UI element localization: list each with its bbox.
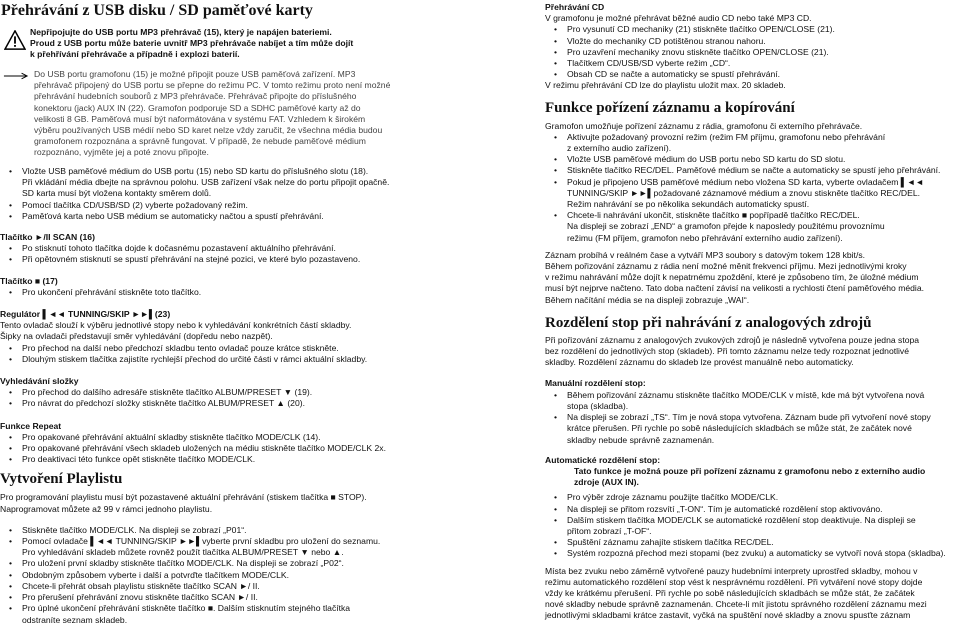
auto-split-heading: Automatické rozdělení stop:	[545, 454, 661, 465]
repeat-heading: Funkce Repeat	[0, 420, 62, 431]
usb-note	[34, 69, 474, 159]
bullet-list	[0, 525, 478, 626]
list-item: • Stiskněte tlačítko MODE/CLK. Na displeji se zobrazí „P01“.	[0, 525, 478, 536]
list-item: • Tlačítkem CD/USB/SD vyberte režim „CD“.	[545, 58, 960, 69]
bullet-list	[0, 432, 478, 466]
paragraph: Pro programování playlistu musí být pozastavené aktuální přehrávání (stiskem tlačítka ■ STOP).	[0, 492, 367, 503]
paragraph: skladby. Rozdělení záznamu do skladeb lze provést manuálně nebo automaticky.	[545, 357, 854, 368]
list-item: • Pro přechod do dalšího adresáře stiskněte tlačítko ALBUM/PRESET ▼ (19).	[0, 387, 478, 398]
warning-line: k přehřívání přehrávače a případně i explozi baterií.	[30, 49, 240, 60]
list-item: • Obdobným způsobem vyberte i další a potvrďte tlačítkem MODE/CLK.	[0, 570, 478, 581]
paragraph: Gramofon umožňuje pořízení záznamu z rádia, gramofonu či externího přehrávače.	[545, 120, 863, 131]
paragraph: Tento ovladač slouží k výběru jednotlivé stopy nebo k vyhledávání konkrétních částí skladby.	[0, 320, 352, 331]
list-item: • Pro návrat do předchozí složky stiskněte tlačítko ALBUM/PRESET ▲ (20).	[0, 398, 478, 409]
list-item: • Po stisknutí tohoto tlačítka dojde k dočasnému pozastavení aktuálního přehrávání.	[0, 243, 478, 254]
list-item: • Obsah CD se načte a automaticky se spustí přehrávání.	[545, 69, 960, 80]
usb-play-block	[0, 166, 478, 626]
warning-line: Proud z USB portu může baterie uvnitř MP3 přehrávače nabíjet a tím může dojít	[30, 38, 354, 49]
list-item: • Během pořizování záznamu stiskněte tlačítko MODE/CLK v místě, kde má být vytvořena nová stopa (skladba).	[545, 390, 960, 412]
list-item: • Pro deaktivaci této funkce opět stiskněte tlačítko MODE/CLK.	[0, 454, 478, 465]
list-item: • Spuštění záznamu zahajíte stiskem tlačítka REC/DEL.	[545, 537, 960, 548]
paragraph: vždy ke krátkému přerušení. Při rychle po sobě následujících skladbách se může stát, že začátek	[545, 587, 915, 598]
bullet-list	[545, 132, 960, 244]
list-item: • Dlouhým stiskem tlačítka zajistíte rychlejší přechod do určité části v rámci aktuální skladby.	[0, 354, 478, 365]
paragraph: musí být nejprve načteno. Tato doba načtení závisí na velikosti a rychlosti čtení paměťového média.	[545, 283, 925, 294]
usb-sd-title: Přehrávání z USB disku / SD paměťové karty	[1, 2, 313, 19]
list-item: • Pro ukončení přehrávání stiskněte toto tlačítko.	[0, 287, 478, 298]
manual-split-heading: Manuální rozdělení stop:	[545, 378, 646, 389]
bullet-list	[0, 166, 478, 222]
list-item: • Paměťová karta nebo USB médium se automaticky načtou a spustí přehrávání.	[0, 211, 478, 222]
list-item: • Pro úplné ukončení přehrávání stiskněte tlačítko ■. Dalším stisknutím stejného tlačítka odstraníte seznam skladeb.	[0, 603, 478, 625]
track-split-title: Rozdělení stop při nahrávání z analogových zdrojů	[545, 314, 872, 331]
paragraph: Záznam probíhá v reálném čase a vytváří MP3 soubory s datovým tokem 128 kbit/s.	[545, 249, 866, 260]
paragraph: režimu automatického rozdělení stop vést k nesprávnému rozdělení. Při vytváření nové stopy dojde	[545, 576, 923, 587]
list-item: • Pro vysunutí CD mechaniky (21) stiskněte tlačítko OPEN/CLOSE (21).	[545, 24, 960, 35]
bullet-list	[0, 387, 478, 409]
list-item: • Dalším stiskem tlačítka MODE/CLK se automatické rozdělení stop deaktivuje. Na displeji se přitom zobrazí „T-OF“.	[545, 515, 960, 537]
paragraph: Naprogramovat můžete až 99 v rámci jednoho playlistu.	[0, 503, 213, 514]
paragraph: Během načítání média se na displeji zobrazuje „WAI“.	[545, 294, 750, 305]
note-line: výběru používaných USB médií nebo SD karet nelze vždy zaručit, že všechna média budou	[34, 125, 383, 136]
tuning-skip-heading: Regulátor ▌◄◄ TUNNING/SKIP ►►▌(23)	[0, 309, 171, 320]
note-line: rozpoznáno, vyjměte jej a poté znovu připojte.	[34, 147, 209, 158]
note-line: gramofonem rozpoznána a správně fungovat. V případě, že nebude paměťové médium	[34, 136, 366, 147]
list-item: • Pro opakované přehrávání aktuální skladby stiskněte tlačítko MODE/CLK (14).	[0, 432, 478, 443]
paragraph: Při pořizování záznamu z analogových zvukových zdrojů je následně vytvořena pouze jedna stopa	[545, 334, 920, 345]
list-item: • Pro uzavření mechaniky znovu stiskněte tlačítko OPEN/CLOSE (21).	[545, 47, 960, 58]
bullet-list	[0, 343, 478, 365]
paragraph: nové skladby nebude správně zaznamenán. Chcete-li mít jistotu správného rozdělení záznamu mezi	[545, 599, 927, 610]
list-item: • Stiskněte tlačítko REC/DEL. Paměťové médium se načte a automaticky se spustí jeho přehrávání.	[545, 165, 960, 176]
folder-search-heading: Vyhledávání složky	[0, 376, 79, 387]
list-item: • Při opětovném stisknutí se spustí přehrávání na stejné pozici, ve které bylo pozastaveno.	[0, 254, 478, 265]
warning-text	[30, 27, 470, 61]
paragraph: v režimu nahrávání může dojít k nepatrnému zpoždění, které je způsobeno tím, že úložné médium	[545, 272, 919, 283]
cd-heading: Přehrávání CD	[545, 2, 605, 12]
list-item: • Pro přerušení přehrávání znovu stiskněte tlačítko SCAN ►/ II.	[0, 592, 478, 603]
paragraph: bez rozdělení do jednotlivých stop (skladeb). Při tomto záznamu nelze tedy rozpoznat jednotlivé	[545, 346, 910, 357]
list-item: • Na displeji se zobrazí „TS“. Tím je nová stopa vytvořena. Záznam bude při vytvoření nové stopy krátce přerušen. Při rychle po sobě následujících skladbách se může stát, že začátek nové skladby nebude správně zaznamenán.	[545, 412, 960, 446]
bullet-list	[545, 390, 960, 446]
play-pause-heading: Tlačítko ►/II SCAN (16)	[0, 232, 95, 243]
list-item: • Systém rozpozná přechod mezi stopami (bez zvuku) a automaticky se vytvoří nová stopa (skladba).	[545, 548, 960, 559]
warning-icon	[4, 30, 26, 50]
list-item: • Pro opakované přehrávání všech skladeb uložených na médiu stiskněte tlačítko MODE/CLK 2x.	[0, 443, 478, 454]
list-item: • Chcete-li nahrávání ukončit, stiskněte tlačítko ■ popřípadě tlačítko REC/DEL. Na displeji se zobrazí „END“ a gramofon přejde k naposledy použitému provoznímu režimu (FM příjem, gramofon nebo přehrávání externího audio zařízení).	[545, 210, 960, 244]
list-item: • Pro přechod na další nebo předchozí skladbu tento ovladač pouze krátce stiskněte.	[0, 343, 478, 354]
list-item: • Vložte USB paměťové médium do USB portu (15) nebo SD kartu do příslušného slotu (18). Při vkládání média dbejte na správnou polohu. USB zařízení však nelze do portu připojit opačně. SD karta musí být vložena kontakty směrem dolů.	[0, 166, 478, 200]
recording-title: Funkce pořízení záznamu a kopírování	[545, 99, 795, 116]
paragraph: Místa bez zvuku nebo záměrně vytvořené pauzy hudebními interprety uprostřed skladby, mohou v	[545, 565, 918, 576]
list-item: • Vložte USB paměťové médium do USB portu nebo SD kartu do SD slotu.	[545, 154, 960, 165]
bullet-list	[0, 287, 478, 298]
warning-line: Nepřipojujte do USB portu MP3 přehrávač (15), který je napájen bateriemi.	[30, 27, 332, 37]
paragraph: jednotlivými skladbami krátce zastavit, vyčká na spuštění nové skladby a znovu spusťte záznam	[545, 610, 911, 621]
bullet-list	[0, 243, 478, 265]
paragraph: Šipky na ovladači představují směr vyhledávání (dopředu nebo nazpět).	[0, 331, 273, 342]
list-item: • Pro výběr zdroje záznamu použijte tlačítko MODE/CLK.	[545, 492, 960, 503]
stop-heading: Tlačítko ■ (17)	[0, 275, 58, 286]
list-item: • Pomocí tlačítka CD/USB/SD (2) vyberte požadovaný režim.	[0, 200, 478, 211]
playlist-title: Vytvoření Playlistu	[0, 471, 123, 488]
paragraph: V gramofonu je možné přehrávat běžné audio CD nebo také MP3 CD.	[545, 13, 812, 24]
list-item: • Na displeji se přitom rozsvítí „T-ON“. Tím je automatické rozdělení stop aktivováno.	[545, 504, 960, 515]
list-item: • Vložte do mechaniky CD potištěnou stranou nahoru.	[545, 36, 960, 47]
note-line: Do USB portu gramofonu (15) je možné připojit pouze USB paměťová zařízení. MP3	[34, 69, 356, 79]
paragraph: Během pořizování záznamu z rádia není možné měnit frekvenci příjmu. Mezi jednotlivými kroky	[545, 261, 907, 272]
list-item: • Pokud je připojeno USB paměťové médium nebo vložena SD karta, vyberte ovladačem ▌◄◄ TUNNING/SKIP ►►▌požadované záznamové médium a znovu stiskněte tlačítko REC/DEL. Režim nahrávání se po několika sekundách automaticky spustí.	[545, 177, 960, 211]
note-line: konektoru (jack) AUX IN (22). Gramofon podporuje SD a SDHC paměťové karty až do	[34, 102, 361, 113]
note-line: velikosti 8 GB. Paměťová musí být naformátována v systému FAT. Vzhledem k širokém	[34, 113, 366, 124]
list-item: • Pomocí ovladače ▌◄◄ TUNNING/SKIP ►►▌vyberte první skladbu pro uložení do seznamu. Pro vyhledávání skladeb můžete rovněž použít tlačítka ALBUM/PRESET ▼ nebo ▲.	[0, 536, 478, 558]
list-item: • Chcete-li přehrát obsah playlistu stiskněte tlačítko SCAN ►/ II.	[0, 581, 478, 592]
right-content	[545, 2, 960, 622]
arrow-right-icon	[3, 72, 29, 80]
bullet-list	[545, 24, 960, 80]
bullet-list	[545, 492, 960, 559]
note-line: přehrávání hudebních souborů z MP3 přehrávače. Přehrávač připojte do příslušného	[34, 91, 357, 102]
list-item: • Pro uložení první skladby stiskněte tlačítko MODE/CLK. Na displeji se zobrazí „P02“.	[0, 558, 478, 569]
auto-split-note: Tato funkce je možná pouze při pořízení záznamu z gramofonu nebo z externího audio zdroje (AUX IN).	[574, 465, 926, 488]
list-item: • Aktivujte požadovaný provozní režim (režim FM příjmu, gramofonu nebo přehrávání z externího audio zařízení).	[545, 132, 960, 154]
paragraph: V režimu přehrávání CD lze do playlistu uložit max. 20 skladeb.	[545, 80, 786, 91]
note-line: přehrávač připojený do USB portu se přepne do režimu PC. V tomto režimu proto není možné	[34, 80, 391, 91]
